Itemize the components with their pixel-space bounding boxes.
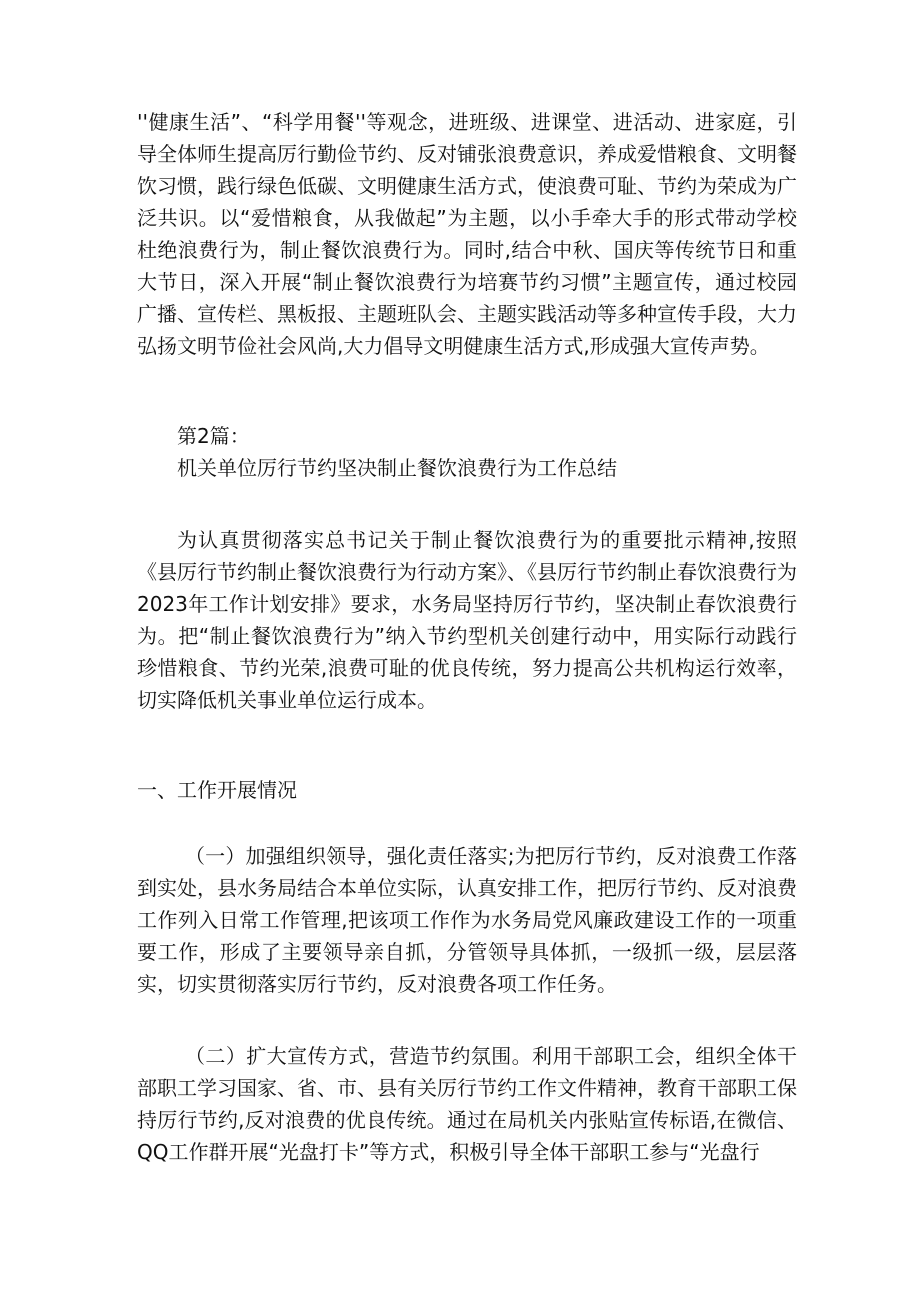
section-label: 第2篇：	[177, 424, 250, 448]
section-title: 机关单位厉行节约坚决制止餐饮浪费行为工作总结	[177, 456, 617, 480]
heading-work-status: 一、工作开展情况	[137, 778, 297, 802]
paragraph-spacer	[137, 362, 797, 420]
item-two-paragraph: （二）扩大宣传方式，营造节约氛围。利用干部职工会，组织全体干部职工学习国家、省、市、县有关厉行节约工作文件精神，教育干部职工保持厉行节约,反对浪费的优良传统。通过在局机关内张贴宣传标语,在微信、QQ工作群开展“光盘打卡”等方式，积极引导全体干部职工参与“光盘行	[137, 1044, 797, 1164]
item-one-paragraph: （一）加强组织领导，强化责任落实;为把厉行节约，反对浪费工作落到实处，县水务局结合本单位实际，认真安排工作，把厉行节约、反对浪费工作列入日常工作管理,把该项工作作为水务局党风廉政建设工作的一项重要工作，形成了主要领导亲自抓，分管领导具体抓，一级抓一级，层层落实，切实贯彻落实厉行节约，反对浪费各项工作任务。	[137, 844, 797, 996]
paragraph-spacer	[137, 806, 797, 840]
paragraph-spacer	[137, 716, 797, 774]
intro-paragraph: ''健康生活”、“科学用餐''等观念，进班级、进课堂、进活动、进家庭，引导全体师生提高厉行勤俭节约、反对铺张浪费意识，养成爱惜粮食、文明餐饮习惯，践行绿色低碳、文明健康生活方式，使浪费可耻、节约为荣成为广泛共识。以“爱惜粮食，从我做起”为主题，以小手牵大手的形式带动学校杜绝浪费行为，制止餐饮浪费行为。同时,结合中秋、国庆等传统节日和重大节日，深入开展“制止餐饮浪费行为培赛节约习惯”主题宣传，通过校园广播、宣传栏、黑板报、主题班队会、主题实践活动等多种宣传手段，大力弘扬文明节俭社会风尚,大力倡导文明健康生活方式,形成强大宣传声势。	[137, 110, 797, 358]
document-body	[137, 106, 797, 1168]
section-intro-paragraph: 为认真贯彻落实总书记关于制止餐饮浪费行为的重要批示精神,按照《县厉行节约制止餐饮浪费行为行动方案》、《县厉行节约制止春饮浪费行为2023年工作计划安排》要求，水务局坚持厉行节约，坚决制止春饮浪费行为。把“制止餐饮浪费行为”纳入节约型机关创建行动中，用实际行动践行珍惜粮食、节约光荣,浪费可耻的优良传统，努力提高公共机构运行效率，切实降低机关事业单位运行成本。	[137, 528, 797, 712]
paragraph-spacer	[137, 1000, 797, 1040]
paragraph-spacer	[137, 484, 797, 524]
